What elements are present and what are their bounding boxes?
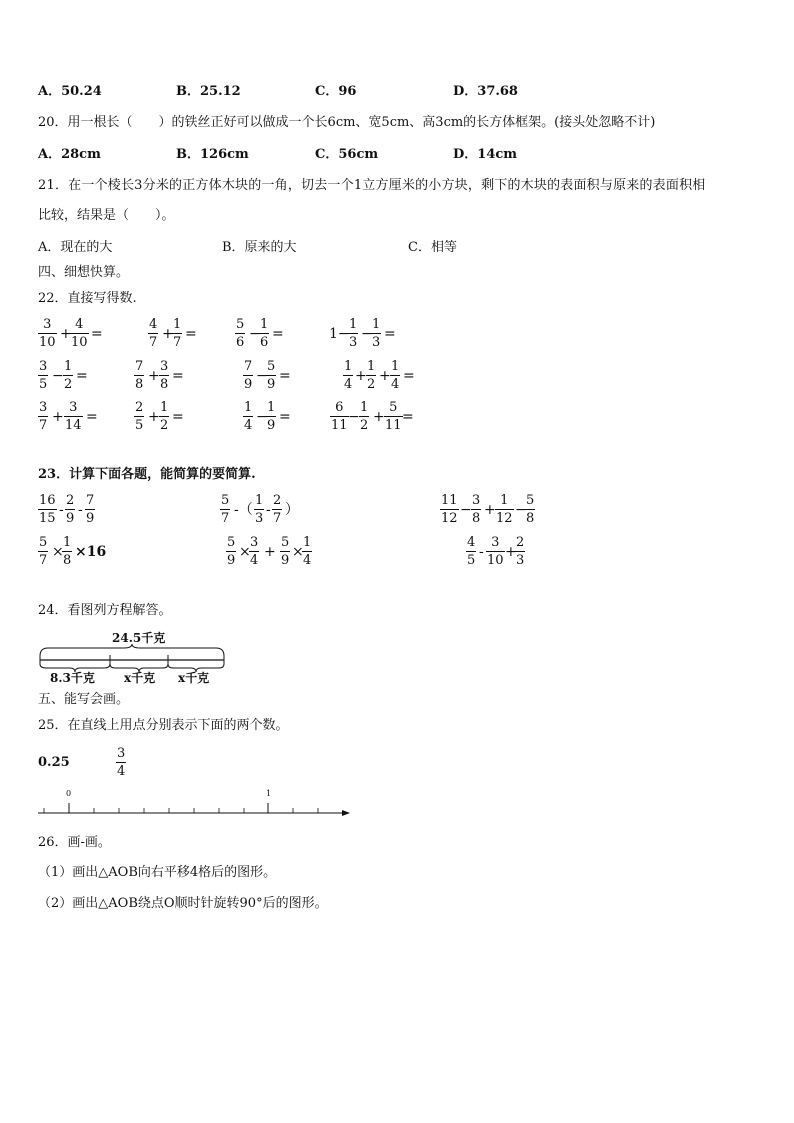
q23-op: + — [264, 544, 276, 560]
q25-stem: 25．在直线上用点分别表示下面的两个数。 — [38, 718, 289, 733]
q20-option-d: D．14cm — [453, 147, 518, 162]
q23-frac: $\frac{1}{8}$ — [63, 535, 72, 568]
q22-op: = — [76, 368, 88, 384]
q22-op: + — [148, 409, 160, 425]
q23-op: - — [59, 502, 64, 518]
q24-part2-label: x千克 — [124, 671, 156, 685]
q22-op: − — [249, 326, 261, 342]
q23-frac: $\frac{2}{7}$ — [273, 493, 282, 526]
q22-frac: $\frac{1}{2}$ — [360, 400, 369, 433]
section-5-heading: 五、能写会画。 — [38, 692, 130, 707]
q22-op: = — [172, 368, 184, 384]
q22-op: = — [384, 326, 396, 342]
q23-frac: $\frac{4}{5}$ — [467, 535, 476, 568]
q23-frac: $\frac{3}{8}$ — [472, 493, 481, 526]
q22-frac: $\frac{1}{2}$ — [160, 400, 169, 433]
q22-frac: $\frac{4}{7}$ — [149, 317, 158, 350]
q19-option-c: C．96 — [315, 84, 357, 99]
q24-part3-label: x千克 — [178, 671, 210, 685]
q22-op: = — [185, 326, 197, 342]
q23-op: ×16 — [75, 544, 107, 560]
q23-frac: $\frac{7}{9}$ — [86, 493, 95, 526]
q23-frac: $\frac{5}{9}$ — [281, 535, 290, 568]
q22-op: = — [86, 409, 98, 425]
q23-frac: $\frac{2}{9}$ — [66, 493, 75, 526]
q24-stem: 24．看图列方程解答。 — [38, 603, 172, 618]
q23-op: × — [239, 544, 251, 560]
q25-tick-1: 1 — [266, 789, 272, 798]
q22-op: − — [256, 409, 268, 425]
q22-frac: $\frac{3}{14}$ — [65, 400, 82, 433]
q26-item-1: （1）画出△AOB向右平移4格后的图形。 — [38, 865, 277, 880]
q22-frac: $\frac{1}{6}$ — [260, 317, 269, 350]
q22-frac: $\frac{1}{4}$ — [344, 359, 353, 392]
q22-frac: $\frac{1}{2}$ — [367, 359, 376, 392]
q23-frac: $\frac{16}{15}$ — [39, 493, 56, 526]
q23-stem: 23．计算下面各题，能简算的要简算. — [38, 467, 256, 482]
q22-op: = — [403, 368, 415, 384]
q22-frac: $\frac{4}{10}$ — [71, 317, 88, 350]
q25-tick-0: 0 — [66, 789, 72, 798]
q20-stem: 20．用一根长（ ）的铁丝正好可以做成一个长6cm、宽5cm、高3cm的长方体框架。(接头处忽略不计) — [38, 115, 656, 130]
q24-total-label: 24.5千克 — [112, 631, 166, 645]
q25-value-fraction: $\frac{3}{4}$ — [117, 746, 126, 779]
q22-op: − — [52, 368, 64, 384]
q22-frac: $\frac{3}{8}$ — [160, 359, 169, 392]
q23-op: + — [484, 502, 496, 518]
q26-stem: 26．画-画。 — [38, 835, 111, 850]
q22-frac: $\frac{5}{11}$ — [385, 400, 402, 433]
q22-frac: $\frac{3}{5}$ — [39, 359, 48, 392]
q23-op: × — [292, 544, 304, 560]
q22-op: = — [279, 368, 291, 384]
q22-frac: $\frac{3}{10}$ — [39, 317, 56, 350]
q23-frac: $\frac{3}{10}$ — [487, 535, 504, 568]
q24-part1-label: 8.3千克 — [50, 671, 95, 685]
q23-frac: $\frac{1}{12}$ — [496, 493, 513, 526]
q23-op: - — [78, 502, 83, 518]
q22-op: + — [355, 368, 367, 384]
q23-frac: $\frac{1}{3}$ — [255, 493, 264, 526]
q22-frac: $\frac{1}{9}$ — [267, 400, 276, 433]
q22-op: + — [373, 409, 385, 425]
q23-frac: $\frac{5}{7}$ — [39, 535, 48, 568]
q22-frac: $\frac{3}{7}$ — [39, 400, 48, 433]
q23-op: -（ — [234, 502, 253, 518]
q23-op: − — [460, 502, 472, 518]
q22-op: − — [256, 368, 268, 384]
q22-frac: $\frac{5}{6}$ — [236, 317, 245, 350]
q21-stem-line1: 21．在一个棱长3分米的正方体木块的一角，切去一个1立方厘米的小方块，剩下的木块的表面积与原来的表面积相 — [38, 178, 706, 193]
q21-option-b: B．原来的大 — [222, 240, 297, 255]
q22-frac: $\frac{7}{9}$ — [244, 359, 253, 392]
q22-frac: $\frac{1}{3}$ — [349, 317, 358, 350]
q21-option-a: A．现在的大 — [38, 240, 113, 255]
q23-op: - — [266, 502, 271, 518]
q22-stem: 22．直接写得数. — [38, 291, 137, 306]
q19-option-d: D．37.68 — [453, 84, 518, 99]
q22-frac: $\frac{5}{9}$ — [267, 359, 276, 392]
q20-option-a: A．28cm — [38, 147, 101, 162]
q22-op: = — [172, 409, 184, 425]
q26-item-2: （2）画出△AOB绕点O顺时针旋转90°后的图形。 — [38, 896, 328, 911]
q23-frac: $\frac{5}{8}$ — [526, 493, 535, 526]
q23-frac: $\frac{1}{4}$ — [303, 535, 312, 568]
q23-frac: $\frac{5}{9}$ — [227, 535, 236, 568]
q23-frac: $\frac{5}{7}$ — [221, 493, 230, 526]
q22-op: = — [272, 326, 284, 342]
q22-op: + — [148, 368, 160, 384]
q22-frac: $\frac{1}{4}$ — [391, 359, 400, 392]
q25-value-decimal: 0.25 — [38, 755, 70, 770]
q22-frac: $\frac{1}{7}$ — [173, 317, 182, 350]
q22-op: = — [279, 409, 291, 425]
section-4-heading: 四、细想快算。 — [38, 265, 130, 280]
q22-op: 1− — [329, 326, 350, 342]
q22-frac: $\frac{6}{11}$ — [331, 400, 348, 433]
q23-frac: $\frac{3}{4}$ — [250, 535, 259, 568]
q21-option-c: C．相等 — [408, 240, 457, 255]
q23-op: + — [505, 544, 517, 560]
q22-op: = — [91, 326, 103, 342]
q22-op: + — [162, 326, 174, 342]
q22-op: + — [60, 326, 72, 342]
q21-stem-line2: 比较，结果是（ ）。 — [38, 208, 175, 223]
q20-option-b: B．126cm — [176, 147, 249, 162]
q22-op: − — [348, 409, 360, 425]
q23-frac: $\frac{11}{12}$ — [441, 493, 458, 526]
q22-frac: $\frac{2}{5}$ — [135, 400, 144, 433]
q22-frac: $\frac{1}{2}$ — [64, 359, 73, 392]
q22-op: − — [361, 326, 373, 342]
q23-op: − — [515, 502, 527, 518]
q22-op: + — [379, 368, 391, 384]
q19-option-a: A．50.24 — [38, 84, 102, 99]
q22-frac: $\frac{1}{3}$ — [372, 317, 381, 350]
q19-option-b: B．25.12 — [176, 84, 241, 99]
q22-frac: $\frac{7}{8}$ — [135, 359, 144, 392]
q23-op: × — [52, 544, 64, 560]
q23-frac: $\frac{2}{3}$ — [516, 535, 525, 568]
q20-option-c: C．56cm — [315, 147, 379, 162]
q23-op: - — [479, 544, 484, 560]
q22-op: + — [52, 409, 64, 425]
q22-op: = — [402, 409, 414, 425]
q22-frac: $\frac{1}{4}$ — [244, 400, 253, 433]
q23-op: ） — [285, 502, 299, 518]
